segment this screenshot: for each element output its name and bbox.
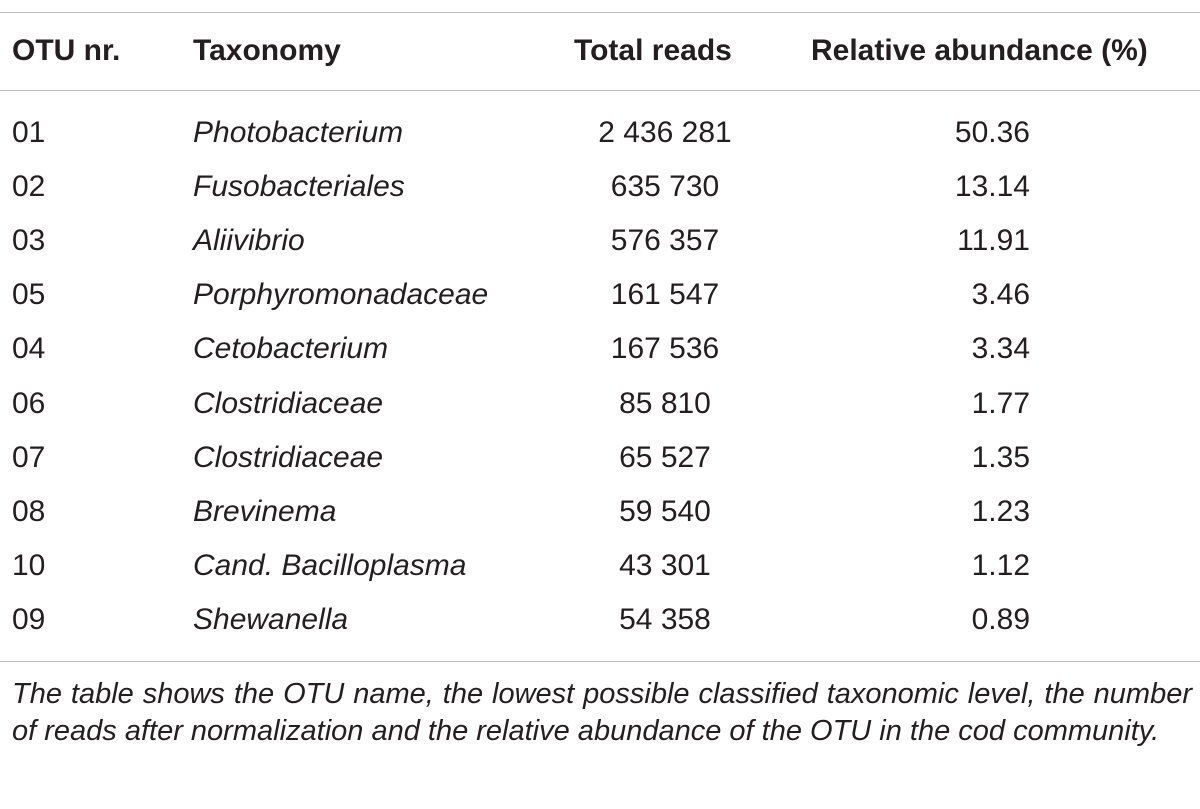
header-relative-abundance: Relative abundance (%)	[811, 34, 1148, 67]
table-header-rule	[0, 90, 1200, 91]
cell-otu: 09	[12, 602, 46, 636]
cell-otu: 05	[12, 278, 46, 312]
cell-taxonomy: Clostridiaceae	[193, 440, 384, 474]
cell-relative-abundance: 1.77	[971, 386, 1030, 420]
cell-total-reads: 59 540	[619, 494, 711, 528]
cell-total-reads: 635 730	[610, 170, 720, 204]
cell-otu: 06	[12, 386, 46, 420]
header-taxonomy: Taxonomy	[193, 34, 341, 67]
cell-relative-abundance: 3.46	[971, 278, 1030, 312]
table-top-rule	[0, 12, 1200, 13]
cell-otu: 07	[12, 440, 46, 474]
cell-relative-abundance: 1.23	[971, 494, 1030, 528]
cell-relative-abundance: 50.36	[954, 116, 1030, 149]
table-bottom-rule	[0, 661, 1200, 662]
header-otu: OTU nr.	[12, 34, 121, 67]
header-total-reads: Total reads	[574, 34, 732, 67]
cell-otu: 03	[12, 224, 46, 258]
cell-relative-abundance: 3.34	[971, 332, 1030, 366]
cell-relative-abundance: 1.35	[971, 440, 1030, 474]
cell-total-reads: 161 547	[610, 278, 720, 312]
cell-otu: 04	[12, 332, 46, 366]
cell-total-reads: 167 536	[610, 332, 720, 366]
cell-taxonomy: Fusobacteriales	[193, 170, 405, 204]
cell-relative-abundance: 0.89	[971, 602, 1030, 636]
table-caption: The table shows the OTU name, the lowest possible classified taxonomic level, the number of reads after normalization and the relative abundance of the OTU in the cod community.	[12, 678, 1192, 747]
cell-otu: 10	[12, 548, 46, 582]
cell-total-reads: 65 527	[619, 440, 711, 474]
cell-relative-abundance: 1.12	[971, 548, 1030, 582]
cell-taxonomy: Cand. Bacilloplasma	[193, 548, 467, 582]
cell-total-reads: 2 436 281	[598, 116, 732, 149]
cell-taxonomy: Porphyromonadaceae	[193, 278, 489, 312]
cell-relative-abundance: 11.91	[957, 224, 1030, 258]
cell-taxonomy: Shewanella	[193, 602, 349, 636]
cell-total-reads: 54 358	[619, 602, 711, 636]
cell-otu: 02	[12, 170, 46, 204]
cell-taxonomy: Photobacterium	[193, 116, 404, 149]
cell-otu: 01	[12, 116, 46, 149]
cell-total-reads: 43 301	[619, 548, 711, 582]
cell-total-reads: 576 357	[610, 224, 720, 258]
cell-taxonomy: Cetobacterium	[193, 332, 389, 366]
cell-total-reads: 85 810	[619, 386, 711, 420]
cell-taxonomy: Brevinema	[193, 494, 337, 528]
cell-relative-abundance: 13.14	[954, 170, 1030, 204]
cell-otu: 08	[12, 494, 46, 528]
cell-taxonomy: Clostridiaceae	[193, 386, 384, 420]
cell-taxonomy: Aliivibrio	[193, 224, 305, 258]
